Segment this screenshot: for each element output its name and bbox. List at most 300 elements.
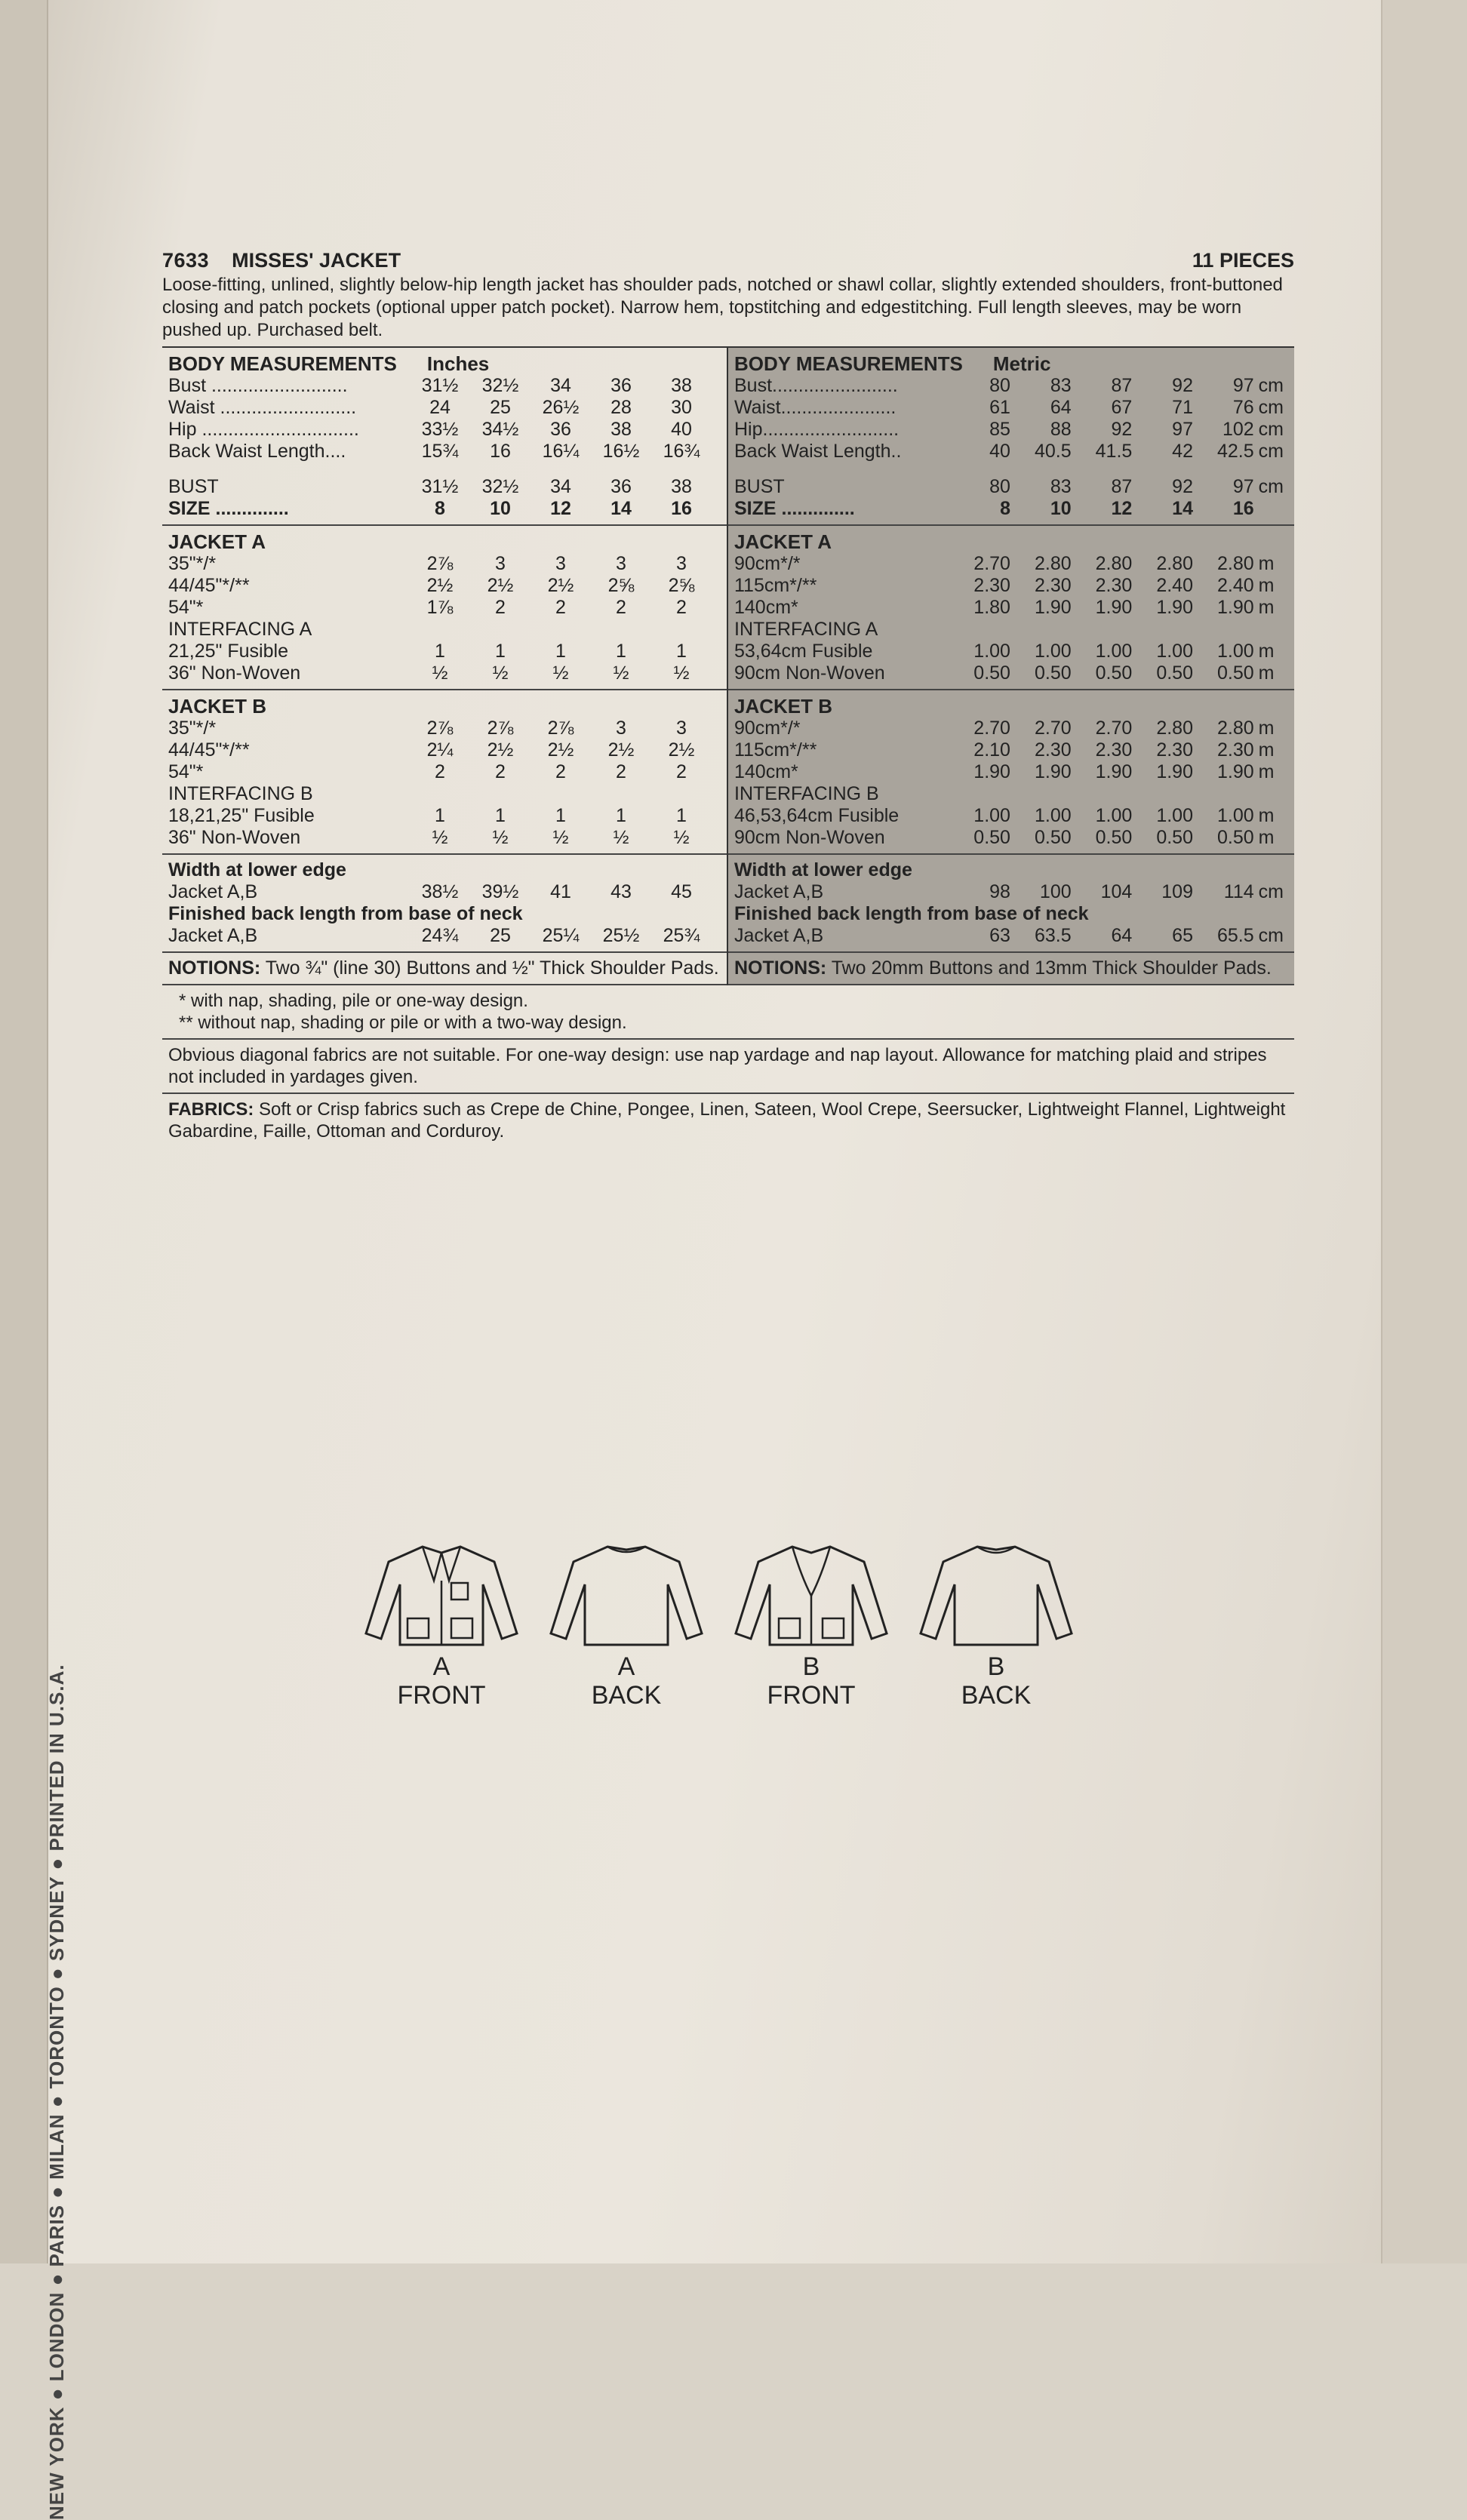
table-row xyxy=(734,925,1288,947)
cell-value: 2.80 xyxy=(1156,718,1193,739)
cell-value: 8 xyxy=(1000,498,1010,519)
view-letter: A xyxy=(432,1652,451,1681)
cell-value: 92 xyxy=(1111,419,1133,440)
cell-value: 1.00 xyxy=(1095,641,1133,662)
row-label: 90cm*/* xyxy=(734,718,801,739)
cell-value: 1.90 xyxy=(1095,597,1133,618)
view-letter: A xyxy=(617,1652,635,1681)
row-label: Jacket A,B xyxy=(168,925,258,946)
cell-value: 10 xyxy=(490,498,511,519)
jacket-a-section xyxy=(162,526,727,690)
table-row xyxy=(734,881,1288,903)
row-label: 90cm*/* xyxy=(734,553,801,574)
row-label: Waist...................... xyxy=(734,397,896,418)
cell-value: 1.00 xyxy=(1034,641,1072,662)
fabrics-block xyxy=(162,1094,1294,1147)
cell-value: 2.30 xyxy=(1095,575,1133,596)
cell-value: 14 xyxy=(1172,498,1193,519)
cell-value: 45 xyxy=(671,881,692,902)
view-a-front xyxy=(355,1539,528,1710)
jacket-b-section xyxy=(162,690,727,855)
jacket-b-back-sketch xyxy=(917,1539,1075,1652)
section-title-text: BODY MEASUREMENTS xyxy=(734,352,963,375)
cell-value: 85 xyxy=(989,419,1010,440)
cell-value: 2½ xyxy=(426,575,454,596)
cell-value: 1.90 xyxy=(1156,761,1193,782)
fabrics-label: FABRICS: xyxy=(168,1099,254,1120)
table-row xyxy=(734,498,1288,520)
cell-value: 30 xyxy=(671,397,692,418)
cell-value: 1.90 xyxy=(1095,761,1133,782)
notions-text: Two 20mm Buttons and 13mm Thick Shoulder Pads. xyxy=(826,957,1272,979)
interfacing-title: INTERFACING A xyxy=(168,619,312,640)
table-row xyxy=(734,739,1288,761)
width-section xyxy=(728,855,1294,953)
unit-label: cm xyxy=(1258,881,1284,902)
footnote-nap: * with nap, shading, pile or one-way design. xyxy=(179,991,528,1011)
cell-value: 64 xyxy=(1111,925,1133,946)
cell-value: 2⅝ xyxy=(668,575,695,596)
cell-value: 38½ xyxy=(421,881,459,902)
cell-value: 63.5 xyxy=(1034,925,1072,946)
cell-value: 2.30 xyxy=(1034,575,1072,596)
unit-heading: Inches xyxy=(426,352,490,375)
row-label: BUST xyxy=(734,476,785,497)
table-row xyxy=(168,597,721,619)
row-label: 46,53,64cm Fusible xyxy=(734,805,900,826)
cell-value: 1.90 xyxy=(1216,761,1254,782)
cell-value: 1.00 xyxy=(1156,641,1193,662)
table-row xyxy=(734,375,1288,397)
cell-value: 1.00 xyxy=(1156,805,1193,826)
jacket-a-back-sketch xyxy=(547,1539,706,1652)
cell-value: 1.90 xyxy=(1034,761,1072,782)
unit-label: cm xyxy=(1258,441,1284,462)
table-row xyxy=(168,476,721,498)
cell-value: 1.90 xyxy=(1034,597,1072,618)
cell-value: 38 xyxy=(671,476,692,497)
notions-text: Two ¾" (line 30) Buttons and ½" Thick Shoulder Pads. xyxy=(260,957,719,979)
cell-value: 2.30 xyxy=(1034,739,1072,761)
cell-value: 32½ xyxy=(481,476,519,497)
cell-value: 92 xyxy=(1172,375,1193,396)
cell-value: 98 xyxy=(989,881,1010,902)
unit-label: m xyxy=(1258,739,1275,761)
view-a-back xyxy=(540,1539,713,1710)
cell-value: 41 xyxy=(550,881,571,902)
cell-value: 2½ xyxy=(487,575,514,596)
jacket-b-section xyxy=(728,690,1294,855)
cell-value: 0.50 xyxy=(1156,662,1193,684)
cell-value: 1.90 xyxy=(973,761,1010,782)
row-label: Bust .......................... xyxy=(168,375,348,396)
unit-label xyxy=(1254,498,1288,520)
pattern-number: 7633 xyxy=(162,249,210,272)
cell-value: 16 xyxy=(671,498,692,519)
unit-label: cm xyxy=(1258,375,1284,396)
cell-value: 16¾ xyxy=(663,441,700,462)
cell-value: 2.70 xyxy=(1034,718,1072,739)
cell-value: 1 xyxy=(495,805,506,826)
row-label: 53,64cm Fusible xyxy=(734,641,873,662)
inches-table xyxy=(162,348,727,985)
cell-value: 87 xyxy=(1111,476,1133,497)
cell-value: 16 xyxy=(490,441,511,462)
cell-value: 42.5 xyxy=(1216,441,1254,462)
measurement-tables xyxy=(162,346,1294,985)
pieces-count: 11 PIECES xyxy=(1192,249,1294,272)
cell-value: 2 xyxy=(435,761,445,782)
notions-label: NOTIONS: xyxy=(168,957,261,979)
cell-value: 1 xyxy=(435,805,445,826)
cell-value: 36 xyxy=(610,375,632,396)
width-title: Width at lower edge xyxy=(734,859,912,880)
cell-value: 38 xyxy=(610,419,632,440)
cell-value: 2.30 xyxy=(973,575,1010,596)
cell-value: 2.10 xyxy=(973,739,1010,761)
cell-value: 102 xyxy=(1222,419,1254,440)
cell-value: 3 xyxy=(616,718,626,739)
cell-value: 2 xyxy=(616,761,626,782)
cell-value: 2½ xyxy=(487,739,514,761)
cell-value: 80 xyxy=(989,375,1010,396)
cell-value: 63 xyxy=(989,925,1010,946)
row-label: 36" Non-Woven xyxy=(168,662,301,684)
table-row xyxy=(168,641,721,662)
cell-value: 16 xyxy=(1232,498,1254,519)
cell-value: 40 xyxy=(989,441,1010,462)
view-side: FRONT xyxy=(397,1681,486,1710)
body-measurements-section xyxy=(162,348,727,526)
table-row xyxy=(734,827,1288,849)
cell-value: 10 xyxy=(1050,498,1072,519)
row-label: 35"*/* xyxy=(168,718,217,739)
fabrics-text: Soft or Crisp fabrics such as Crepe de Chine, Pongee, Linen, Sateen, Wool Crepe, Seersucker, Lightweight Flannel, Lightweight Gabardine, Faille, Ottoman and Corduroy. xyxy=(168,1099,1286,1142)
cell-value: 104 xyxy=(1100,881,1133,902)
cell-value: 2.30 xyxy=(1095,739,1133,761)
row-label: 54"* xyxy=(168,597,204,618)
section-title: JACKET B xyxy=(734,695,833,718)
unit-label: m xyxy=(1258,662,1275,684)
cell-value: 2 xyxy=(555,761,566,782)
view-side: FRONT xyxy=(767,1681,856,1710)
table-row xyxy=(168,553,721,575)
notions-label: NOTIONS: xyxy=(734,957,827,979)
cell-value: 36 xyxy=(610,476,632,497)
row-label: Back Waist Length.. xyxy=(734,441,902,462)
cell-value: 1 xyxy=(435,641,445,662)
cell-value: 1 xyxy=(676,805,687,826)
cell-value: 2 xyxy=(495,597,506,618)
section-title: JACKET B xyxy=(168,695,267,718)
cell-value: ½ xyxy=(613,662,629,684)
cell-value: 97 xyxy=(1232,375,1254,396)
cell-value: 2.70 xyxy=(973,718,1010,739)
cell-value: 2½ xyxy=(668,739,695,761)
view-b-back xyxy=(909,1539,1083,1710)
cell-value: 2.30 xyxy=(1216,739,1254,761)
cell-value: 87 xyxy=(1111,375,1133,396)
cell-value: 97 xyxy=(1172,419,1193,440)
table-row xyxy=(734,597,1288,619)
cell-value: ½ xyxy=(432,662,448,684)
table-row xyxy=(168,441,721,463)
cell-value: 1.00 xyxy=(1216,641,1254,662)
cell-value: 43 xyxy=(610,881,632,902)
cell-value: 2.40 xyxy=(1156,575,1193,596)
cell-value: ½ xyxy=(613,827,629,848)
cell-value: 24 xyxy=(429,397,451,418)
cell-value: 3 xyxy=(676,553,687,574)
cell-value: 1.00 xyxy=(1034,805,1072,826)
cell-value: 92 xyxy=(1172,476,1193,497)
cell-value: 2½ xyxy=(607,739,635,761)
cell-value: ½ xyxy=(432,827,448,848)
cell-value: 1.90 xyxy=(1216,597,1254,618)
cell-value: 25 xyxy=(490,925,511,946)
table-row xyxy=(168,761,721,783)
cell-value: 16¼ xyxy=(542,441,580,462)
cell-value: 64 xyxy=(1050,397,1072,418)
cell-value: 61 xyxy=(989,397,1010,418)
metric-table xyxy=(727,348,1294,985)
cell-value: 2 xyxy=(495,761,506,782)
width-title: Width at lower edge xyxy=(168,859,346,880)
cell-value: 32½ xyxy=(481,375,519,396)
unit-label: m xyxy=(1258,827,1275,848)
table-row xyxy=(734,718,1288,739)
table-row xyxy=(734,397,1288,419)
cell-value: ½ xyxy=(492,662,509,684)
unit-label: cm xyxy=(1258,925,1284,946)
back-length-title: Finished back length from base of neck xyxy=(168,903,523,924)
cell-value: 1⅞ xyxy=(426,597,454,618)
cell-value: 97 xyxy=(1232,476,1254,497)
table-row xyxy=(168,375,721,397)
cell-value: 15¾ xyxy=(421,441,459,462)
cell-value: 2¼ xyxy=(426,739,454,761)
cell-value: 1 xyxy=(555,641,566,662)
cell-value: 3 xyxy=(555,553,566,574)
jacket-b-front-sketch xyxy=(732,1539,890,1652)
table-row xyxy=(734,641,1288,662)
unit-label: m xyxy=(1258,597,1275,618)
cell-value: 2.80 xyxy=(1095,553,1133,574)
row-label: SIZE .............. xyxy=(734,498,855,519)
cell-value: 2.30 xyxy=(1156,739,1193,761)
row-label: BUST xyxy=(168,476,219,497)
cell-value: 88 xyxy=(1050,419,1072,440)
cell-value: 2.80 xyxy=(1216,718,1254,739)
row-label: 35"*/* xyxy=(168,553,217,574)
row-label: Back Waist Length.... xyxy=(168,441,346,462)
cell-value: 2⅞ xyxy=(547,718,574,739)
unit-label: m xyxy=(1258,575,1275,596)
interfacing-title: INTERFACING B xyxy=(168,783,313,804)
cell-value: 0.50 xyxy=(1156,827,1193,848)
cell-value: 12 xyxy=(550,498,571,519)
cell-value: 2⅞ xyxy=(426,718,454,739)
cell-value: 2 xyxy=(616,597,626,618)
table-row xyxy=(168,498,721,520)
notions-section xyxy=(728,953,1294,985)
pattern-header xyxy=(162,249,1294,272)
unit-label: m xyxy=(1258,761,1275,782)
cell-value: 31½ xyxy=(421,476,459,497)
left-spine xyxy=(0,0,68,2520)
cell-value: 2 xyxy=(555,597,566,618)
row-label: 18,21,25" Fusible xyxy=(168,805,315,826)
cell-value: 0.50 xyxy=(1216,662,1254,684)
table-row xyxy=(734,553,1288,575)
notes-section xyxy=(162,985,1294,1147)
back-length-title: Finished back length from base of neck xyxy=(734,903,1089,924)
table-row xyxy=(734,419,1288,441)
table-row xyxy=(734,441,1288,463)
table-row xyxy=(168,805,721,827)
cell-value: 1.00 xyxy=(973,805,1010,826)
cell-value: 2 xyxy=(676,761,687,782)
cell-value: 2.70 xyxy=(973,553,1010,574)
footnote-no-nap: ** without nap, shading or pile or with a two-way design. xyxy=(179,1013,627,1033)
row-label: Jacket A,B xyxy=(168,881,258,902)
cell-value: 14 xyxy=(610,498,632,519)
cell-value: 25¾ xyxy=(663,925,700,946)
table-row xyxy=(168,575,721,597)
cell-value: 3 xyxy=(616,553,626,574)
view-sketches xyxy=(355,1539,1109,1735)
table-row xyxy=(168,925,721,947)
row-label: Bust........................ xyxy=(734,375,898,396)
cell-value: 2½ xyxy=(547,739,574,761)
footnotes xyxy=(162,985,1294,1040)
table-row xyxy=(168,881,721,903)
cell-value: 8 xyxy=(435,498,445,519)
unit-label: m xyxy=(1258,805,1275,826)
table-row xyxy=(168,397,721,419)
cell-value: 0.50 xyxy=(1216,827,1254,848)
interfacing-title: INTERFACING A xyxy=(734,619,878,640)
view-b-front xyxy=(724,1539,898,1710)
cell-value: 41.5 xyxy=(1095,441,1133,462)
unit-heading: Metric xyxy=(992,352,1051,375)
cell-value: 2⅝ xyxy=(607,575,635,596)
pattern-info xyxy=(162,249,1294,1147)
cell-value: 12 xyxy=(1111,498,1133,519)
view-side: BACK xyxy=(961,1681,1032,1710)
cell-value: 1.00 xyxy=(973,641,1010,662)
cell-value: 34 xyxy=(550,375,571,396)
cell-value: 0.50 xyxy=(1095,662,1133,684)
cell-value: 1 xyxy=(555,805,566,826)
section-title xyxy=(734,352,1288,375)
jacket-a-section xyxy=(728,526,1294,690)
jacket-a-front-sketch xyxy=(362,1539,521,1652)
row-label: SIZE .............. xyxy=(168,498,289,519)
cell-value: 65.5 xyxy=(1216,925,1254,946)
cell-value: 40.5 xyxy=(1034,441,1072,462)
cell-value: 71 xyxy=(1172,397,1193,418)
cell-value: 1.00 xyxy=(1095,805,1133,826)
interfacing-title: INTERFACING B xyxy=(734,783,879,804)
cell-value: 16½ xyxy=(602,441,640,462)
row-label: Jacket A,B xyxy=(734,925,824,946)
cell-value: ½ xyxy=(552,827,569,848)
cell-value: 2½ xyxy=(547,575,574,596)
unit-label: m xyxy=(1258,641,1275,662)
cell-value: 2⅞ xyxy=(487,718,514,739)
table-row xyxy=(168,662,721,684)
cell-value: 2.80 xyxy=(1034,553,1072,574)
cell-value: 33½ xyxy=(421,419,459,440)
table-row xyxy=(168,718,721,739)
cell-value: 34½ xyxy=(481,419,519,440)
row-label: 140cm* xyxy=(734,597,798,618)
table-row xyxy=(734,575,1288,597)
cell-value: 34 xyxy=(550,476,571,497)
row-label: Waist .......................... xyxy=(168,397,357,418)
cell-value: 28 xyxy=(610,397,632,418)
cell-value: 80 xyxy=(989,476,1010,497)
width-section xyxy=(162,855,727,953)
row-label: 44/45"*/** xyxy=(168,739,250,761)
cell-value: 0.50 xyxy=(1034,662,1072,684)
row-label: 90cm Non-Woven xyxy=(734,662,885,684)
cell-value: 1.80 xyxy=(973,597,1010,618)
cell-value: 2.80 xyxy=(1156,553,1193,574)
cell-value: 1.00 xyxy=(1216,805,1254,826)
cell-value: 31½ xyxy=(421,375,459,396)
cell-value: 1 xyxy=(616,805,626,826)
pattern-description: Loose-fitting, unlined, slightly below-hip length jacket has shoulder pads, notched or shawl collar, slightly extended shoulders, front-buttoned closing and patch pockets (optional upper patch pocket). Narrow hem, topstitching and edgestitching. Full length sleeves, may be worn pushed up. Purchased belt. xyxy=(162,275,1283,340)
unit-label: cm xyxy=(1258,419,1284,440)
cell-value: 1.90 xyxy=(1156,597,1193,618)
cell-value: 1 xyxy=(495,641,506,662)
cell-value: 42 xyxy=(1172,441,1193,462)
notions-section xyxy=(162,953,727,985)
table-row xyxy=(168,827,721,849)
cell-value: 114 xyxy=(1223,881,1254,902)
view-letter: B xyxy=(987,1652,1005,1681)
row-label: 115cm*/** xyxy=(734,739,817,761)
fabric-note: Obvious diagonal fabrics are not suitable. For one-way design: use nap yardage and nap layout. Allowance for matching plaid and stripes not included in yardages given. xyxy=(162,1040,1294,1094)
row-label: 115cm*/** xyxy=(734,575,817,596)
row-label: 54"* xyxy=(168,761,204,782)
table-row xyxy=(168,739,721,761)
cell-value: 65 xyxy=(1172,925,1193,946)
row-label: Hip.......................... xyxy=(734,419,900,440)
row-label: 140cm* xyxy=(734,761,798,782)
spacer xyxy=(734,463,1288,476)
cell-value: 26½ xyxy=(542,397,580,418)
cell-value: 76 xyxy=(1232,397,1254,418)
view-side: BACK xyxy=(591,1681,662,1710)
cell-value: 67 xyxy=(1111,397,1133,418)
cell-value: 25¼ xyxy=(542,925,580,946)
row-label: 36" Non-Woven xyxy=(168,827,301,848)
section-title: JACKET A xyxy=(168,530,266,553)
cell-value: 40 xyxy=(671,419,692,440)
cell-value: 0.50 xyxy=(973,827,1010,848)
cell-value: ½ xyxy=(673,827,690,848)
cell-value: 1 xyxy=(676,641,687,662)
cell-value: ½ xyxy=(673,662,690,684)
cell-value: 109 xyxy=(1161,881,1193,902)
cell-value: 2.40 xyxy=(1216,575,1254,596)
row-label: Hip .............................. xyxy=(168,419,359,440)
row-label: Jacket A,B xyxy=(734,881,824,902)
body-measurements-section xyxy=(728,348,1294,526)
